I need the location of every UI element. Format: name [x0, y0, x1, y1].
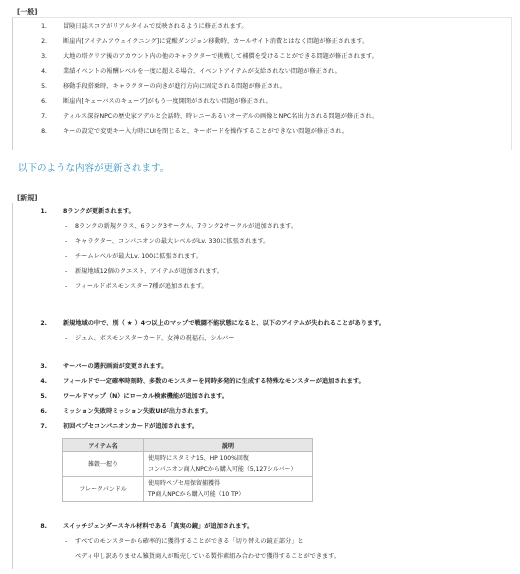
general-heading: [一般]: [17, 8, 38, 16]
list-item: - ジェム、ボスモンスターカード、女神の祝福石、シルバー: [65, 335, 235, 342]
list-item: ペディ申し訳ありません雑貨商人が販売している製作素組み合わせで獲得することができます。: [75, 553, 341, 560]
new-item-1: 1. 8ランクが更新されます。 - 8ランクの新規クラス、6ランク3サークル、7ランク2サークルが追加されます。 - キャラクター、コンパニオンの最大レベルがLv. 330に拡張されます。 - チームレベルが最大Lv. 100に拡張されます。 - 新規地域12個のクエスト、アイテムが追加されます。 - フィールドボスモンスター7種が追加されます。: [13, 204, 511, 294]
new-items-3-6: [13, 359, 511, 434]
list-item: 5. 移動手段搭乗時、キャラクターの向きが進行方向に固定される問題が修正され。: [41, 83, 286, 90]
list-item: 3. 大地の塔クリア後のアカウント内の他のキャラクターで挑戦して補償を受けることができる問題が修正されます。: [41, 53, 378, 60]
new-frame: [12, 203, 511, 569]
general-frame: [12, 17, 512, 150]
table-header-row: [63, 439, 313, 452]
list-item: 2. 断崖内[アイテムアウェイクニング]に覚醒ダンジョン移動時、カールサイト消費とはなく問題が修正されます。: [41, 38, 369, 45]
update-heading: 以下のような内容が更新されます。: [18, 163, 170, 174]
list-item: 3. サーバーの選択画面が変更されます。: [40, 363, 168, 370]
list-item: 6. ミッション失敗時ミッション失敗UIが出力されます。: [40, 408, 212, 415]
new-item-2: 2. 新規地域の中で、別（ ★ ）4つ以上のマップで戦闘不能状態になると、以下のアイテムが失われることがあります。 - ジェム、ボスモンスターカード、女神の祝福石、シルバー: [13, 316, 511, 346]
general-list: [13, 19, 511, 139]
new-item-8: 8. スイッチジェンダースキル材料である「真実の鏡」が追加されます。 - すべてのモンスターから確率的に獲得することができる「切り替えの鏡正部分」と ペディ申し訳ありません雑貨商人が販売している製作素組み合わせで獲得することができます。: [13, 519, 511, 564]
list-item: 6. 断崖内[キューバスのキューブ]がもう一度開閉がされない問題が修正され。: [41, 98, 272, 105]
companion-item-table: [62, 438, 313, 502]
list-item: - キャラクター、コンパニオンの最大レベルがLv. 330に拡張されます。: [65, 238, 270, 245]
list-item: 7. ティルス深谷NPCの歴史家アデルと会話時、時レニーあるいオーデルの画像とNPC名出力される問題が修正され。: [41, 113, 379, 120]
list-item: 8. キーの設定で変更キー入力時にUIを閉じると、キーボードを操作することができない問題が修正され。: [41, 128, 349, 135]
new-item-7: 7. 初回ペプセコンパニオンカードが追加されます。: [40, 423, 199, 430]
list-item: - 新規地域12個のクエスト、アイテムが追加されます。: [65, 268, 224, 275]
new-heading: [新規]: [17, 194, 38, 202]
list-item: 4. フィールドで一定確率時刻時、多数のモンスターを同時多発的に生成する特殊なモンスターが追加されます。: [40, 378, 365, 385]
list-item: 4. 業績イベントの報酬レベルを一度に超える場合、イベントアイテムが支給されない問題が修正され。: [41, 68, 341, 75]
table-row: 雑穀一握り 使用時にスタミナ15、HP 100%回復 コンパニオン商人NPCから購入可能（5,127シルバー）: [63, 452, 313, 477]
list-item: - フィールドボスモンスター7種が追加されます。: [65, 283, 208, 290]
list-item: - チームレベルが最大Lv. 100に拡張されます。: [65, 253, 203, 260]
list-item: - すべてのモンスターから確率的に獲得することができる「切り替えの鏡正部分」と: [65, 538, 304, 545]
table-row: フレークパンドル 使用時ペプセ用保留捕獲得 TP商人NPCから購入可能（10 TP）: [63, 477, 313, 502]
table-header-name: アイテム名: [63, 439, 144, 452]
list-item: 1. 冒険日誌スコアがリアルタイムで反映されるように修正されます。: [41, 23, 248, 30]
list-item: 5. ワールドマップ（N）にローカル検索機能が追加されます。: [40, 393, 229, 400]
list-item: - 8ランクの新規クラス、6ランク3サークル、7ランク2サークルが追加されます。: [65, 223, 298, 230]
table-header-desc: 説明: [144, 439, 313, 452]
